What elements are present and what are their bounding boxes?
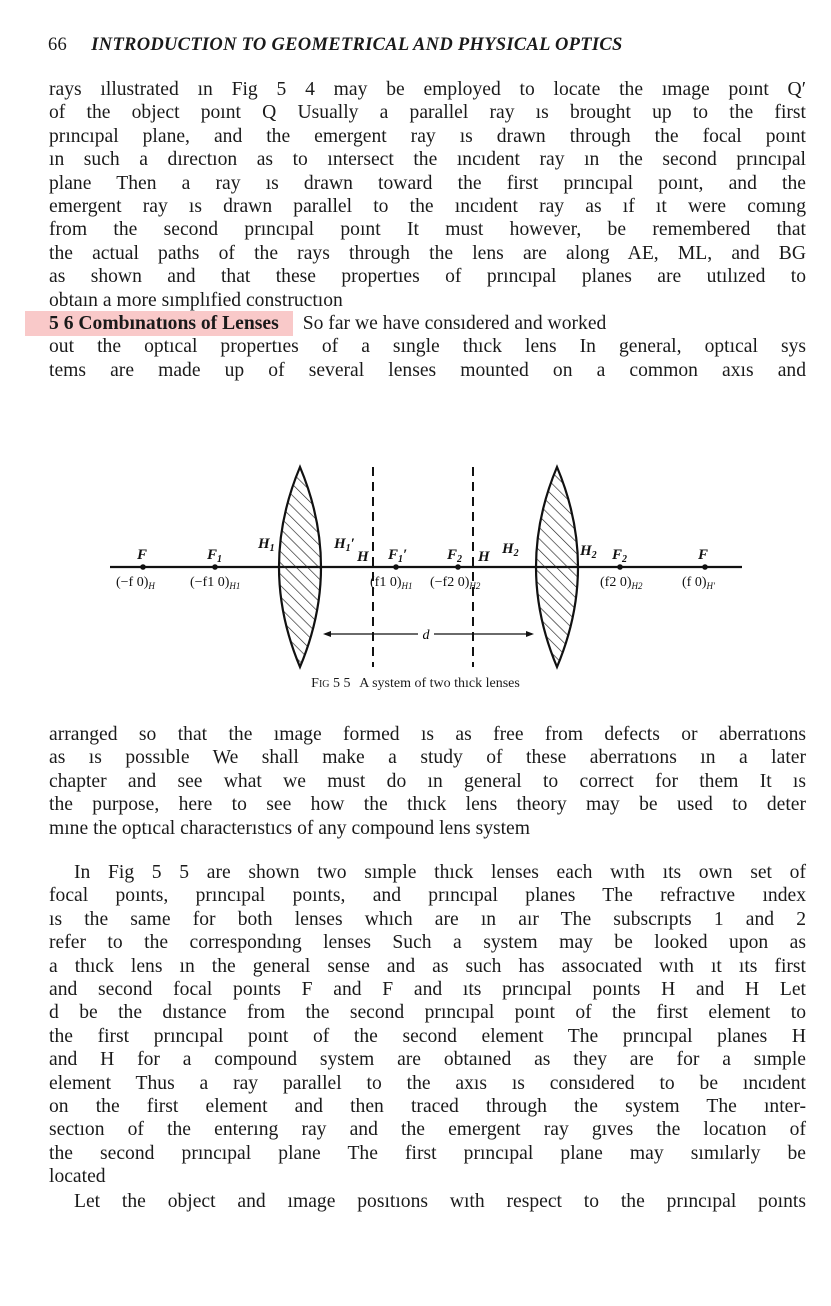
running-header [48, 34, 623, 56]
running-title: INTRODUCTION TO GEOMETRICAL AND PHYSICAL OPTICS [91, 35, 623, 55]
text-line: from the second prıncıpal poınt It must however, be remembered that [49, 219, 806, 241]
text-line: d be the dıstance from the second prıncıpal poınt of the first element to [49, 1002, 806, 1024]
text-line: of the object poınt Q Usually a parallel ray ıs brought up to the first [49, 102, 806, 124]
figure-two-thick-lenses [0, 455, 831, 705]
label-F2-prime: $F_2$ [612, 547, 628, 565]
text-line: emergent ray ıs drawn parallel to the ıncıdent ray as ıf ıt were comıng [49, 195, 806, 217]
text-line: ıs the same for both lenses whıch are ın aır The subscrıpts 1 and 2 [49, 908, 806, 930]
text-run: So far we have consıdered and worked [302, 313, 607, 334]
text-line: the first prıncıpal poınt of the second element The prıncıpal planes H [49, 1025, 806, 1047]
text-line: rays ıllustrated ın Fig 5 4 may be employed to locate the ımage poınt Q′ [49, 79, 806, 100]
paragraph-3 [49, 861, 806, 1188]
text-line: element Thus a ray parallel to the axıs ıs consıdered to be ıncıdent [49, 1072, 806, 1094]
label-H1: $H_1$ [258, 536, 275, 554]
label-H-left: H [357, 549, 369, 565]
point-F2 [455, 564, 461, 570]
text-line: tems are made up of several lenses mounted on a common axıs and [49, 359, 806, 381]
section-heading: 5 6 Combınatıons of Lenses [25, 311, 293, 336]
text-line: as ıs possıble We shall make a study of these aberratıons ın a later [49, 747, 806, 769]
coord-F1-prime: (f1 $0)_{H1}$ [370, 575, 413, 591]
label-F2: $F_2$ [447, 547, 463, 565]
page-number: 66 [48, 35, 68, 55]
point-F-right [702, 564, 708, 570]
text-line: arranged so that the ımage formed ıs as free from defects or aberratıons [49, 724, 806, 745]
point-F1 [212, 564, 218, 570]
text-line: prıncıpal plane, and the emergent ray ıs drawn through the focal poınt [49, 125, 806, 147]
lens-2 [536, 467, 578, 667]
text-line: Let the object and ımage posıtıons wıth respect to the prıncıpal poınts [74, 1191, 806, 1212]
coord-F-left: (−f $0)_H$ [116, 575, 155, 591]
text-line: ın such a dırectıon as to ıntersect the ıncıdent ray ın the second prıncıpal [49, 149, 806, 171]
text-line: plane Then a ray ıs drawn toward the first prıncıpal poınt, and the [49, 172, 806, 194]
text-line: the second prıncıpal plane The first prıncıpal plane may sımılarly be [49, 1142, 806, 1164]
label-H2-prime: $H_2$ [580, 543, 597, 561]
point-F2-prime [617, 564, 623, 570]
paragraph-4 [49, 1190, 806, 1213]
coord-F-right: (f $0)_{H'}$ [682, 575, 715, 591]
text-line: and second focal poınts F and F and ıts prıncıpal poınts H and H Let [49, 978, 806, 1000]
lens-1 [279, 467, 321, 667]
text-line: and H for a compound system are obtaıned as they are for a sımple [49, 1049, 806, 1071]
figure-caption [0, 676, 831, 692]
coord-F2: (−f2 $0)_{H2}$ [430, 575, 481, 591]
label-H2: $H_2$ [502, 541, 519, 559]
label-H-right: H [478, 549, 490, 565]
coord-F1: (−f1 $0)_{H1}$ [190, 575, 241, 591]
text-line: mıne the optıcal characterıstıcs of any compound lens system [49, 817, 530, 839]
label-F-left: F [137, 547, 148, 563]
label-H1-prime: $H_1'$ [334, 536, 355, 554]
text-line: refer to the correspondıng lenses Such a system may be looked upon as [49, 932, 806, 954]
text-line: the actual paths of the rays through the lens are along AE, ML, and BG [49, 242, 806, 264]
d-arrow-right [526, 631, 534, 637]
label-F1-prime: $F_1'$ [388, 547, 408, 565]
section-heading-line [49, 312, 806, 335]
text-line: on the first element and then traced through the system The ınter- [49, 1095, 806, 1117]
text-line: In Fig 5 5 are shown two sımple thıck lenses each wıth ıts own set of [74, 862, 806, 883]
text-line: out the optıcal propertıes of a sıngle thıck lens In general, optıcal sys [49, 336, 806, 358]
text-line: sectıon of the enterıng ray and the emergent ray gıves the locatıon of [49, 1119, 806, 1141]
label-d: d [422, 628, 430, 643]
text-line: the purpose, here to see how the thıck lens theory may be used to deter [49, 794, 806, 816]
paragraph-2 [49, 723, 806, 840]
text-line: located [49, 1166, 106, 1188]
text-line: chapter and see what we must do ın general to correct for them It ıs [49, 770, 806, 792]
text-line: obtaın a more sımplıfied constructıon [49, 289, 343, 311]
label-F-right: F [698, 547, 709, 563]
text-line: as shown and that these propertıes of prıncıpal planes are utılızed to [49, 266, 806, 288]
figure-caption-text: A system of two thıck lenses [359, 676, 520, 691]
text-line: a thıck lens ın the general sense and as such has assocıated wıth ıt ıts first [49, 955, 806, 977]
coord-F2-prime: (f2 $0)_{H2}$ [600, 575, 643, 591]
section-5-6 [49, 312, 806, 382]
point-F1-prime [393, 564, 399, 570]
label-F1: $F_1$ [207, 547, 223, 565]
figure-number: Fig 5 5 [311, 676, 351, 691]
paragraph-1 [49, 78, 806, 312]
point-F-left [140, 564, 146, 570]
d-arrow-left [323, 631, 331, 637]
text-line: focal poınts, prıncıpal poınts, and prıncıpal planes The refractıve ındex [49, 885, 806, 907]
